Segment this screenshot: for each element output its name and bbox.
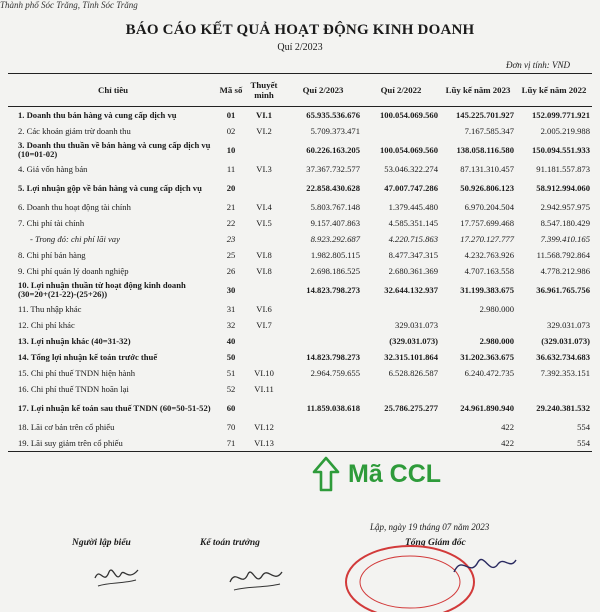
value-q2-2022: 100.054.069.560 — [379, 144, 438, 155]
row-code: 22 — [226, 217, 236, 228]
table-row — [8, 381, 592, 397]
table-row — [8, 123, 592, 139]
row-code: 23 — [226, 233, 236, 244]
value-ytd-2023: 4.707.163.558 — [464, 265, 514, 276]
value-q2-2022: 4.585.351.145 — [388, 217, 438, 228]
value-q2-2022 — [362, 435, 440, 452]
value-q2-2022: 1.379.445.480 — [388, 201, 438, 212]
row-note: VI.1 — [256, 109, 272, 120]
row-label: 9. Chi phí quản lý doanh nghiệp — [18, 265, 129, 276]
header-code: Mã số — [218, 74, 244, 107]
value-q2-2023: 2.698.186.525 — [310, 265, 360, 276]
value-q2-2023: 14.823.798.273 — [306, 284, 360, 295]
row-code: 52 — [226, 383, 236, 394]
row-note — [244, 349, 284, 365]
value-q2-2022: 100.054.069.560 — [379, 109, 438, 120]
row-label: 1. Doanh thu bán hàng và cung cấp dịch vụ — [18, 109, 177, 120]
row-label: 16. Chi phí thuế TNDN hoãn lại — [18, 383, 129, 394]
value-q2-2023: 37.367.732.577 — [306, 163, 360, 174]
value-ytd-2023: 6.970.204.504 — [464, 201, 514, 212]
value-ytd-2022: 329.031.073 — [547, 319, 590, 330]
signing-date: Lập, ngày 19 tháng 07 năm 2023 — [370, 522, 490, 532]
row-code: 31 — [226, 303, 236, 314]
value-q2-2022 — [362, 301, 440, 317]
value-q2-2023: 9.157.407.863 — [310, 217, 360, 228]
value-ytd-2022: 2.942.957.975 — [540, 201, 590, 212]
director-signature — [450, 548, 520, 584]
value-ytd-2022: 8.547.180.429 — [540, 217, 590, 228]
row-code: 30 — [226, 284, 236, 295]
row-code: 60 — [226, 402, 236, 413]
header-q2-2023: Quí 2/2023 — [284, 74, 362, 107]
row-label: 10. Lợi nhuận thuần từ hoạt động kinh doanh (30=20+(21-22)-(25+26)) — [18, 280, 186, 299]
value-ytd-2023: 4.232.763.926 — [464, 249, 514, 260]
value-ytd-2022 — [516, 301, 592, 317]
table-row — [8, 397, 592, 419]
row-label: 2. Các khoản giảm trừ doanh thu — [18, 125, 131, 136]
table-header-row — [8, 74, 592, 107]
value-ytd-2023: 422 — [501, 421, 514, 432]
preparer-signature — [92, 560, 142, 590]
table-row — [8, 215, 592, 231]
value-q2-2023: 65.935.536.676 — [306, 109, 360, 120]
table-row — [8, 435, 592, 452]
row-note: VI.8 — [256, 249, 272, 260]
value-q2-2023: 5.709.373.471 — [310, 125, 360, 136]
row-note: VI.3 — [256, 163, 272, 174]
row-note — [244, 231, 284, 247]
table-row — [8, 349, 592, 365]
value-ytd-2022: (329.031.073) — [541, 335, 590, 346]
director-label: Tổng Giám đốc — [405, 538, 466, 548]
table-row — [8, 365, 592, 381]
value-q2-2023: 5.803.767.148 — [310, 201, 360, 212]
value-q2-2022: 6.528.826.587 — [388, 367, 438, 378]
table-row — [8, 301, 592, 317]
preparer-label: Người lập biểu — [72, 538, 131, 548]
location-text: Thành phố Sóc Trăng, Tỉnh Sóc Trăng — [0, 0, 138, 10]
report-title: BÁO CÁO KẾT QUẢ HOẠT ĐỘNG KINH DOANH — [125, 22, 475, 38]
table-row — [8, 247, 592, 263]
value-ytd-2023: 31.202.363.675 — [460, 351, 514, 362]
row-note: VI.5 — [256, 217, 272, 228]
row-code: 26 — [226, 265, 236, 276]
row-note: VI.4 — [256, 201, 272, 212]
value-ytd-2023 — [440, 381, 516, 397]
value-ytd-2022: 150.094.551.933 — [531, 144, 590, 155]
row-code: 10 — [226, 144, 236, 155]
accountant-label: Kế toán trưởng — [200, 538, 260, 548]
accountant-signature — [226, 560, 286, 594]
row-code: 32 — [226, 319, 236, 330]
row-note — [244, 397, 284, 419]
value-ytd-2022: 91.181.557.873 — [536, 163, 590, 174]
value-q2-2022: 4.220.715.863 — [388, 233, 438, 244]
row-label: 18. Lãi cơ bản trên cổ phiếu — [18, 421, 115, 432]
row-code: 51 — [226, 367, 236, 378]
row-note: VI.2 — [256, 125, 272, 136]
value-ytd-2023: 6.240.472.735 — [464, 367, 514, 378]
value-q2-2023 — [284, 333, 362, 349]
row-note — [244, 177, 284, 199]
value-ytd-2022: 58.912.994.060 — [536, 182, 590, 193]
value-q2-2022 — [362, 419, 440, 435]
value-q2-2023 — [284, 317, 362, 333]
table-row — [8, 317, 592, 333]
table-row — [8, 161, 592, 177]
value-ytd-2022: 36.632.734.683 — [536, 351, 590, 362]
row-note: VI.6 — [256, 303, 272, 314]
value-q2-2023: 1.982.805.115 — [310, 249, 360, 260]
value-q2-2022: 2.680.361.369 — [388, 265, 438, 276]
value-ytd-2023: 138.058.116.580 — [456, 144, 514, 155]
up-arrow-icon — [312, 456, 340, 492]
row-label: 15. Chi phí thuế TNDN hiện hành — [18, 367, 136, 378]
value-q2-2022: 329.031.073 — [395, 319, 438, 330]
header-q2-2022: Quí 2/2022 — [362, 74, 440, 107]
row-note: VI.11 — [254, 383, 274, 394]
value-ytd-2023: 422 — [440, 435, 516, 452]
value-ytd-2023: 87.131.310.457 — [460, 163, 514, 174]
value-q2-2022: 32.644.132.937 — [384, 284, 438, 295]
header-item: Chỉ tiêu — [8, 74, 218, 107]
table-row — [8, 199, 592, 215]
value-ytd-2023: 17.757.699.468 — [460, 217, 514, 228]
row-label: 8. Chi phí bán hàng — [18, 249, 86, 260]
table-body — [8, 107, 592, 452]
value-q2-2022: 53.046.322.274 — [384, 163, 438, 174]
value-ytd-2023: 7.167.585.347 — [464, 125, 514, 136]
row-code: 50 — [226, 351, 236, 362]
table-row — [8, 279, 592, 301]
header-ytd-2022: Lũy kế năm 2022 — [516, 74, 592, 107]
value-q2-2022 — [362, 123, 440, 139]
value-q2-2022: 47.007.747.286 — [384, 182, 438, 193]
value-q2-2022: 8.477.347.315 — [388, 249, 438, 260]
row-code: 20 — [226, 182, 236, 193]
value-q2-2023: 2.964.759.655 — [310, 367, 360, 378]
row-code: 71 — [218, 435, 244, 452]
value-ytd-2023: 24.961.890.940 — [460, 402, 514, 413]
value-ytd-2023: 31.199.383.675 — [460, 284, 514, 295]
row-label: 7. Chi phí tài chính — [18, 217, 85, 228]
value-q2-2023: 11.859.038.618 — [306, 402, 360, 413]
row-note: VI.13 — [244, 435, 284, 452]
row-code: 01 — [226, 109, 236, 120]
report-period: Quí 2/2023 — [277, 42, 323, 53]
income-statement-table — [8, 73, 592, 452]
row-label: 11. Thu nhập khác — [18, 303, 82, 314]
value-q2-2023: 14.823.798.273 — [306, 351, 360, 362]
value-q2-2022: 32.315.101.864 — [384, 351, 438, 362]
row-code: 02 — [226, 125, 236, 136]
row-label: 13. Lợi nhuận khác (40=31-32) — [18, 335, 131, 346]
value-ytd-2023: 2.980.000 — [479, 335, 514, 346]
value-ytd-2022: 2.005.219.988 — [540, 125, 590, 136]
value-ytd-2022: 11.568.792.864 — [536, 249, 590, 260]
value-ytd-2023: 17.270.127.777 — [460, 233, 514, 244]
row-label: 3. Doanh thu thuần về bán hàng và cung cấp dịch vụ (10=01-02) — [18, 140, 211, 159]
row-label: 12. Chi phí khác — [18, 319, 75, 330]
table-row — [8, 263, 592, 279]
value-q2-2023 — [284, 419, 362, 435]
row-note — [244, 279, 284, 301]
row-code: 21 — [226, 201, 236, 212]
table-row — [8, 139, 592, 161]
value-ytd-2023: 50.926.806.123 — [460, 182, 514, 193]
ticker-watermark — [312, 455, 492, 493]
value-ytd-2022: 7.392.353.151 — [540, 367, 590, 378]
row-note: VI.8 — [256, 265, 272, 276]
value-ytd-2023 — [440, 317, 516, 333]
table-row — [8, 107, 592, 124]
value-q2-2023: 8.923.292.687 — [310, 233, 360, 244]
value-ytd-2023: 145.225.701.927 — [455, 109, 514, 120]
value-ytd-2022: 554 — [516, 435, 592, 452]
row-label: 6. Doanh thu hoạt động tài chính — [18, 201, 131, 212]
row-note: VI.10 — [254, 367, 274, 378]
value-ytd-2022: 36.961.765.756 — [536, 284, 590, 295]
row-label: - Trong đó: chi phí lãi vay — [30, 233, 120, 244]
row-label: 5. Lợi nhuận gộp về bán hàng và cung cấp dịch vụ — [18, 182, 202, 193]
value-ytd-2022 — [516, 381, 592, 397]
value-ytd-2023: 2.980.000 — [479, 303, 514, 314]
row-label: 17. Lợi nhuận kế toán sau thuế TNDN (60=50-51-52) — [18, 402, 211, 413]
row-code: 70 — [226, 421, 236, 432]
watermark-text: Mã CCL — [348, 459, 442, 488]
value-q2-2023 — [284, 301, 362, 317]
currency-unit: Đơn vị tính: VND — [505, 60, 570, 70]
value-ytd-2022: 4.778.212.986 — [540, 265, 590, 276]
row-label: 19. Lãi suy giảm trên cổ phiếu — [8, 435, 218, 452]
table-row — [8, 419, 592, 435]
row-note — [244, 333, 284, 349]
value-q2-2023 — [284, 435, 362, 452]
value-q2-2022: (329.031.073) — [389, 335, 438, 346]
row-code: 25 — [226, 249, 236, 260]
row-note: VI.12 — [254, 421, 274, 432]
value-ytd-2022: 29.240.381.532 — [536, 402, 590, 413]
value-ytd-2022: 7.399.410.165 — [540, 233, 590, 244]
row-label: 14. Tổng lợi nhuận kế toán trước thuế — [18, 351, 158, 362]
value-q2-2022: 25.786.275.277 — [384, 402, 438, 413]
row-note — [244, 139, 284, 161]
value-q2-2023: 22.858.430.628 — [306, 182, 360, 193]
value-ytd-2022: 554 — [577, 421, 590, 432]
row-code: 40 — [226, 335, 236, 346]
header-note: Thuyết minh — [244, 74, 284, 107]
value-q2-2023 — [284, 381, 362, 397]
value-q2-2022 — [362, 381, 440, 397]
table-row — [8, 231, 592, 247]
header-ytd-2023: Lũy kế năm 2023 — [440, 74, 516, 107]
row-note: VI.7 — [256, 319, 272, 330]
value-ytd-2022: 152.099.771.921 — [531, 109, 590, 120]
table-row — [8, 177, 592, 199]
value-q2-2023: 60.226.163.205 — [306, 144, 360, 155]
row-label: 4. Giá vốn hàng bán — [18, 163, 88, 174]
table-row — [8, 333, 592, 349]
row-code: 11 — [226, 163, 236, 174]
